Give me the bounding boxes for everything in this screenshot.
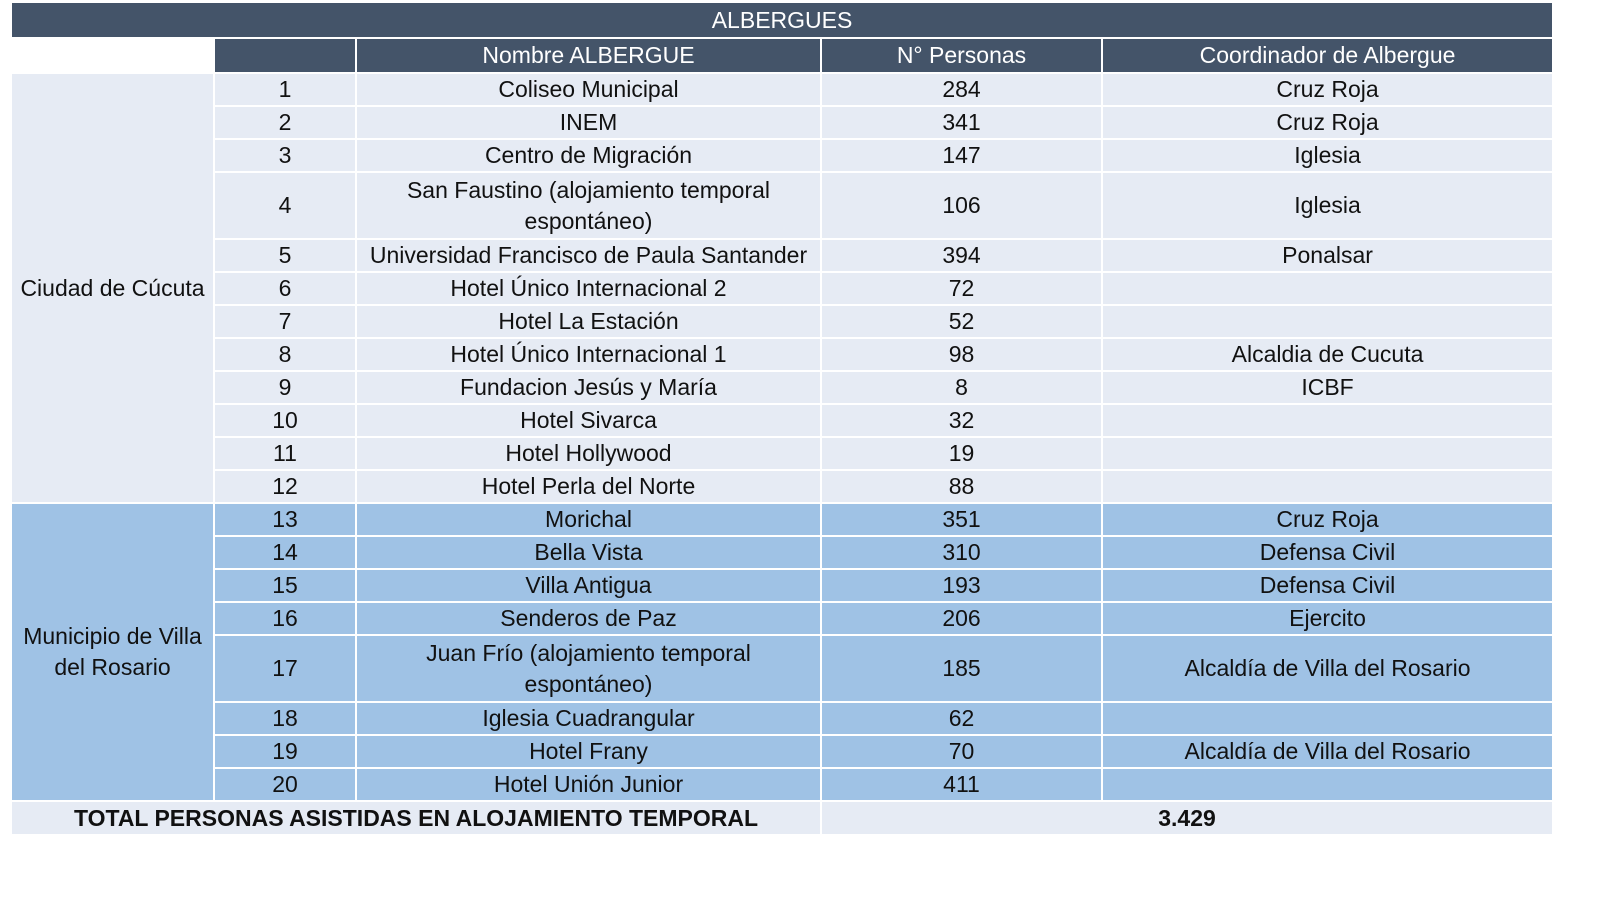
table-row [11, 172, 1553, 239]
persons-count: 8 [821, 371, 1102, 404]
row-number: 10 [214, 404, 356, 437]
group-label: Municipio de Villa del Rosario [11, 503, 214, 801]
coordinator-name: Defensa Civil [1102, 569, 1553, 602]
albergue-name: Bella Vista [356, 536, 821, 569]
table-row [11, 602, 1553, 635]
persons-count: 351 [821, 503, 1102, 536]
albergue-name: Juan Frío (alojamiento temporal espontáneo) [356, 635, 821, 702]
number-column-header [214, 38, 356, 73]
table-row [11, 768, 1553, 801]
coordinator-name: Ponalsar [1102, 239, 1553, 272]
persons-count: 98 [821, 338, 1102, 371]
row-number: 19 [214, 735, 356, 768]
table-row [11, 437, 1553, 470]
persons-count: 70 [821, 735, 1102, 768]
albergue-name: Hotel La Estación [356, 305, 821, 338]
row-number: 13 [214, 503, 356, 536]
coordinator-name [1102, 305, 1553, 338]
persons-count: 310 [821, 536, 1102, 569]
total-value: 3.429 [821, 801, 1553, 835]
coordinator-name: Defensa Civil [1102, 536, 1553, 569]
persons-count: 32 [821, 404, 1102, 437]
name-column-header: Nombre ALBERGUE [356, 38, 821, 73]
albergue-name: Fundacion Jesús y María [356, 371, 821, 404]
table-row [11, 569, 1553, 602]
row-number: 7 [214, 305, 356, 338]
table-row [11, 702, 1553, 735]
table-row [11, 73, 1553, 106]
table-row [11, 371, 1553, 404]
total-row [11, 801, 1553, 835]
persons-count: 284 [821, 73, 1102, 106]
table-row [11, 470, 1553, 503]
persons-count: 88 [821, 470, 1102, 503]
row-number: 12 [214, 470, 356, 503]
coordinator-name: Alcaldía de Villa del Rosario [1102, 735, 1553, 768]
albergue-name: Hotel Único Internacional 1 [356, 338, 821, 371]
coordinator-name [1102, 437, 1553, 470]
albergue-name: Universidad Francisco de Paula Santander [356, 239, 821, 272]
coordinator-name: Iglesia [1102, 172, 1553, 239]
persons-count: 185 [821, 635, 1102, 702]
albergue-name: Hotel Perla del Norte [356, 470, 821, 503]
albergue-name: Senderos de Paz [356, 602, 821, 635]
table-row [11, 239, 1553, 272]
row-number: 15 [214, 569, 356, 602]
row-number: 20 [214, 768, 356, 801]
persons-count: 19 [821, 437, 1102, 470]
row-number: 16 [214, 602, 356, 635]
coordinator-name [1102, 768, 1553, 801]
albergue-name: San Faustino (alojamiento temporal espontáneo) [356, 172, 821, 239]
albergue-name: Morichal [356, 503, 821, 536]
albergue-name: Hotel Hollywood [356, 437, 821, 470]
column-header-row [11, 38, 1553, 73]
coordinator-name: Cruz Roja [1102, 73, 1553, 106]
persons-count: 106 [821, 172, 1102, 239]
table-row [11, 106, 1553, 139]
coordinator-name [1102, 272, 1553, 305]
table-row [11, 338, 1553, 371]
coordinator-name: Alcaldia de Cucuta [1102, 338, 1553, 371]
table-row [11, 735, 1553, 768]
albergue-name: Hotel Sivarca [356, 404, 821, 437]
table-row [11, 139, 1553, 172]
row-number: 4 [214, 172, 356, 239]
total-label: TOTAL PERSONAS ASISTIDAS EN ALOJAMIENTO TEMPORAL [11, 801, 821, 835]
row-number: 14 [214, 536, 356, 569]
group-header-blank [11, 38, 214, 73]
row-number: 5 [214, 239, 356, 272]
albergues-table [10, 1, 1554, 836]
table-row [11, 272, 1553, 305]
albergue-name: Hotel Único Internacional 2 [356, 272, 821, 305]
coordinator-name: Cruz Roja [1102, 503, 1553, 536]
persons-count: 394 [821, 239, 1102, 272]
table-row [11, 404, 1553, 437]
row-number: 18 [214, 702, 356, 735]
row-number: 17 [214, 635, 356, 702]
table-title-row [11, 2, 1553, 38]
albergue-name: Hotel Frany [356, 735, 821, 768]
coordinator-column-header: Coordinador de Albergue [1102, 38, 1553, 73]
coordinator-name [1102, 470, 1553, 503]
table-row [11, 536, 1553, 569]
table-body [11, 73, 1553, 801]
albergue-name: Iglesia Cuadrangular [356, 702, 821, 735]
persons-count: 52 [821, 305, 1102, 338]
albergue-name: INEM [356, 106, 821, 139]
row-number: 3 [214, 139, 356, 172]
albergue-name: Villa Antigua [356, 569, 821, 602]
persons-count: 62 [821, 702, 1102, 735]
albergue-name: Hotel Unión Junior [356, 768, 821, 801]
row-number: 1 [214, 73, 356, 106]
persons-count: 411 [821, 768, 1102, 801]
row-number: 9 [214, 371, 356, 404]
persons-count: 147 [821, 139, 1102, 172]
table-row [11, 635, 1553, 702]
row-number: 11 [214, 437, 356, 470]
persons-column-header: N° Personas [821, 38, 1102, 73]
coordinator-name: Ejercito [1102, 602, 1553, 635]
table-row [11, 305, 1553, 338]
persons-count: 206 [821, 602, 1102, 635]
group-label: Ciudad de Cúcuta [11, 73, 214, 503]
persons-count: 341 [821, 106, 1102, 139]
coordinator-name: Iglesia [1102, 139, 1553, 172]
coordinator-name: Cruz Roja [1102, 106, 1553, 139]
coordinator-name: ICBF [1102, 371, 1553, 404]
persons-count: 72 [821, 272, 1102, 305]
table-row [11, 503, 1553, 536]
row-number: 2 [214, 106, 356, 139]
row-number: 6 [214, 272, 356, 305]
coordinator-name [1102, 702, 1553, 735]
albergue-name: Centro de Migración [356, 139, 821, 172]
persons-count: 193 [821, 569, 1102, 602]
table-title: ALBERGUES [11, 2, 1553, 38]
row-number: 8 [214, 338, 356, 371]
albergue-name: Coliseo Municipal [356, 73, 821, 106]
coordinator-name [1102, 404, 1553, 437]
coordinator-name: Alcaldía de Villa del Rosario [1102, 635, 1553, 702]
